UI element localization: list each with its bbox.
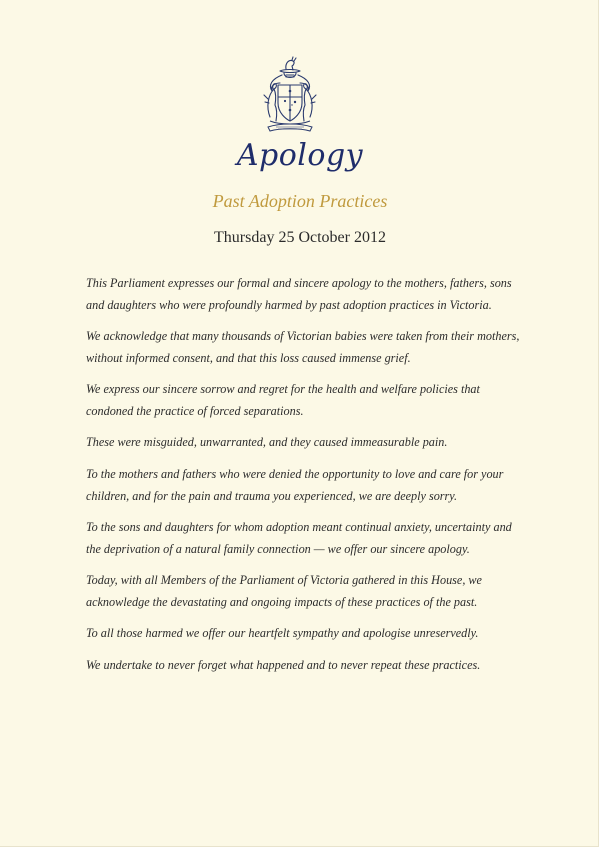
apology-paragraph: To the mothers and fathers who were denied the opportunity to love and care for your children, and for the pain and trauma you experienced, we are deeply sorry. [86, 467, 504, 503]
document-date: Thursday 25 October 2012 [214, 229, 386, 246]
victoria-coat-of-arms-icon [258, 55, 322, 135]
apology-paragraph: We undertake to never forget what happened and to never repeat these practices. [86, 658, 481, 672]
apology-paragraph: To all those harmed we offer our heartfelt sympathy and apologise unreservedly. [86, 626, 479, 640]
apology-paragraph: To the sons and daughters for whom adoption meant continual anxiety, uncertainty and the deprivation of a natural family connection — we offer our sincere apology. [86, 520, 512, 556]
apology-paragraph: Today, with all Members of the Parliament of Victoria gathered in this House, we acknowledge the devastating and ongoing impacts of these practices of the past. [86, 573, 482, 609]
apology-paragraph: We acknowledge that many thousands of Victorian babies were taken from their mothers, without informed consent, and that this loss caused immense grief. [86, 329, 520, 365]
apology-paragraph: These were misguided, unwarranted, and they caused immeasurable pain. [86, 435, 448, 449]
document-subtitle: Past Adoption Practices [212, 191, 388, 211]
apology-paragraph: We express our sincere sorrow and regret for the health and welfare policies that condoned the practice of forced separations. [86, 382, 480, 418]
document-title: Apology [236, 138, 364, 173]
apology-paragraph: This Parliament expresses our formal and sincere apology to the mothers, fathers, sons and daughters who were profoundly harmed by past adoption practices in Victoria. [86, 276, 512, 312]
